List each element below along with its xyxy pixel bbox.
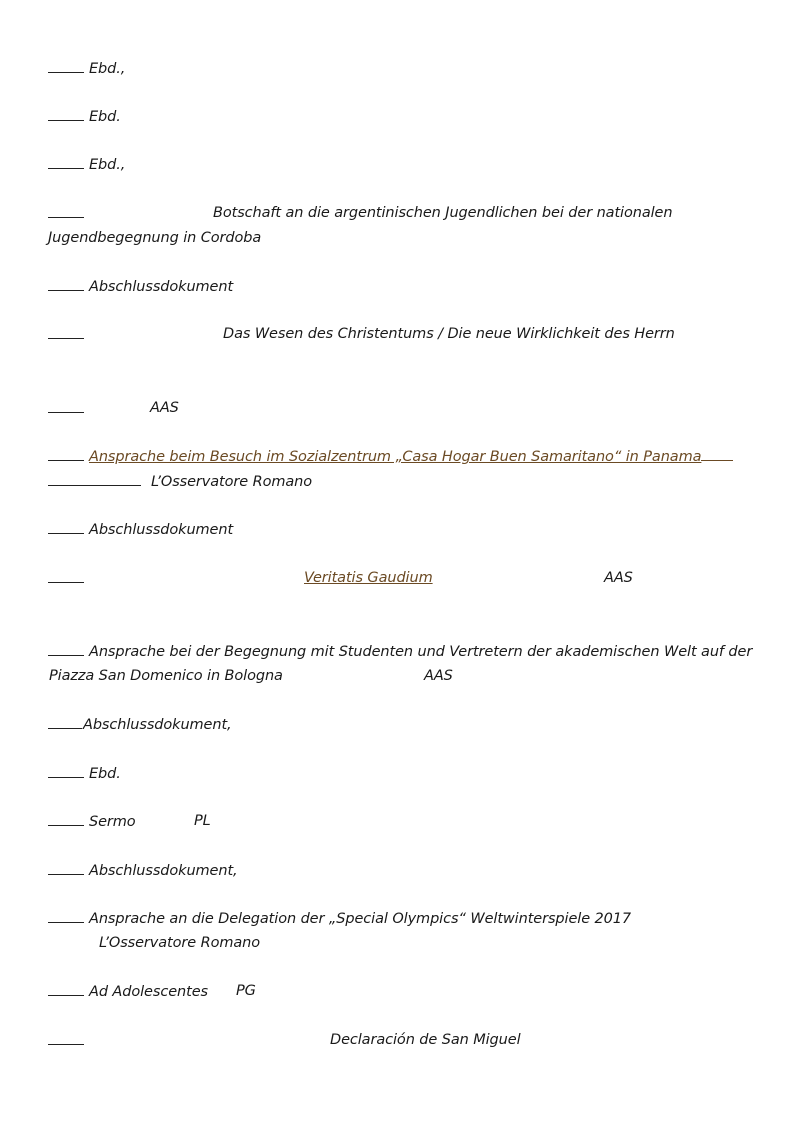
footnote-title: Das Wesen des Christentums / Die neue Wirklichkeit des Herrn [223,326,675,342]
footnote-3 [48,155,125,174]
footnote-10 [48,569,89,588]
footnote-text: Abschlussdokument [89,279,234,295]
footnote-continuation: Piazza San Domenico in Bologna [49,668,283,684]
footnote-source: L’Osservatore Romano [151,474,313,490]
footnote-blank [48,569,84,583]
link-underline-tail [701,447,733,461]
footnote-text: Ebd. [89,109,121,125]
footnote-blank [48,107,84,121]
footnote-1 [48,59,125,78]
footnote-blank [48,1031,84,1045]
footnote-blank [48,399,84,413]
footnote-blank [48,982,84,996]
footnote-blank [48,472,141,486]
footnote-source: L’Osservatore Romano [99,935,261,951]
footnote-link[interactable]: Ansprache beim Besuch im Sozialzentrum „Casa Hogar Buen Samaritano“ in Panama [89,449,702,465]
footnote-13 [48,764,121,783]
footnote-title: Botschaft an die argentinischen Jugendlichen bei der nationalen [213,205,673,221]
footnote-link[interactable]: Veritatis Gaudium [304,570,433,586]
footnote-blank [48,59,84,73]
footnote-text: Ebd. [89,766,121,782]
footnote-blank [48,642,84,656]
footnote-blank [48,909,84,923]
footnote-16 [48,909,631,928]
footnote-text: Ad Adolescentes [89,984,208,1000]
footnote-15 [48,861,238,880]
footnote-blank [48,812,84,826]
footnote-blank [48,715,82,729]
footnote-6 [48,325,89,344]
footnote-7 [48,399,89,418]
footnote-4 [48,204,89,223]
footnote-text: Ansprache an die Delegation der „Special Olympics“ Weltwinterspiele 2017 [89,911,632,927]
footnote-continuation: Jugendbegegnung in Cordoba [48,230,262,246]
footnote-source: PL [194,813,211,829]
footnote-8 [48,447,733,466]
footnote-blank [48,277,84,291]
footnote-text: Sermo [89,814,136,830]
footnote-text: Abschlussdokument, [83,717,232,733]
footnote-blank [48,155,84,169]
footnote-blank [48,861,84,875]
footnote-text: Ebd., [89,157,126,173]
footnote-source: AAS [424,668,453,684]
footnote-blank [48,520,84,534]
footnote-14 [48,812,136,831]
footnote-2 [48,107,121,126]
footnote-5 [48,277,233,296]
footnote-text: Ansprache bei der Begegnung mit Studenten und Vertretern der akademischen Welt auf der [89,644,753,660]
footnote-blank [48,447,84,461]
footnote-source: AAS [150,400,179,416]
footnote-blank [48,325,84,339]
footnote-title: Declaración de San Miguel [330,1032,521,1048]
footnote-11 [48,642,752,661]
footnote-text: Abschlussdokument [89,522,234,538]
footnote-18 [48,1031,89,1050]
footnote-blank [48,764,84,778]
footnote-12 [48,715,232,734]
footnote-17 [48,982,208,1001]
footnote-source: PG [236,983,256,999]
footnote-source: AAS [604,570,633,586]
footnote-text: Abschlussdokument, [89,863,238,879]
footnote-text: Ebd., [89,61,126,77]
footnote-8-source-line [48,472,312,491]
footnote-blank [48,204,84,218]
footnote-9 [48,520,233,539]
